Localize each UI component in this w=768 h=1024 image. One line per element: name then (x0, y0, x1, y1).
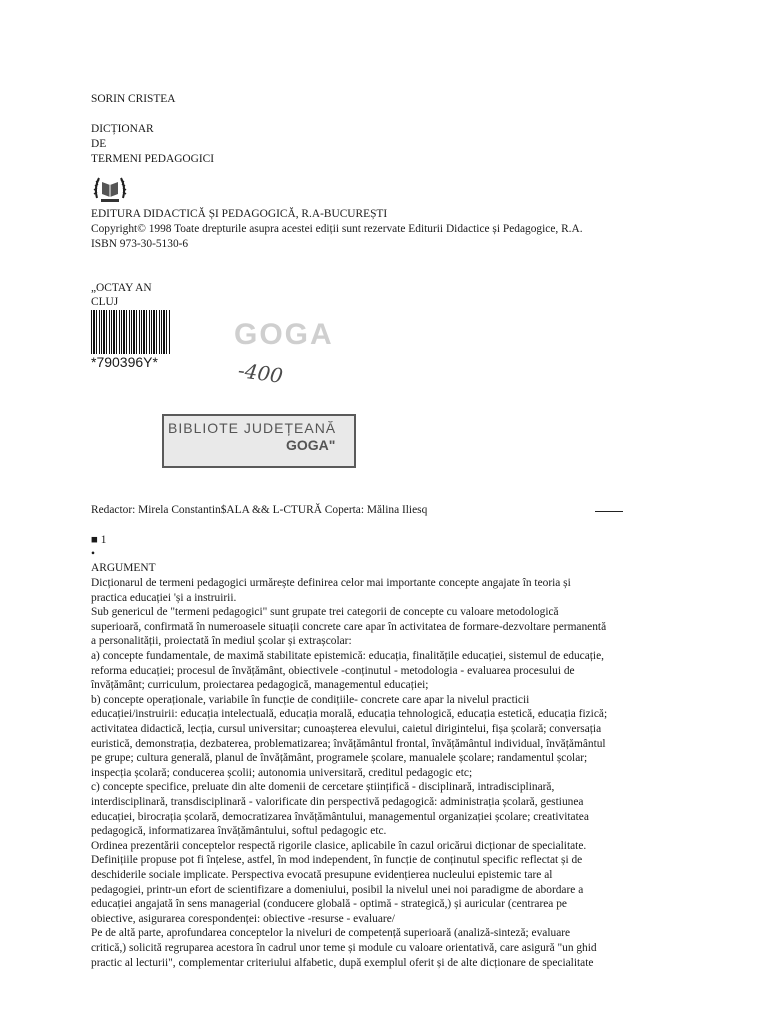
barcode-number: *790396Y* (91, 354, 158, 370)
body-line: b) concepte operaționale, variabile în funcție de condițiile- concrete care apar la nivelul practicii (91, 693, 530, 706)
isbn-line: ISBN 973-30-5130-6 (91, 238, 189, 250)
body-line: Sub genericul de "termeni pedagogici" sunt grupate trei categorii de concepte cu valoare metodologică (91, 606, 559, 619)
body-line: pe grupe; cultura generală, planul de învățământ, programele școlare, manualele școlare; randamentul școlar; (91, 752, 588, 765)
body-line: interdisciplinară, transdisciplinară - valorificate din perspectivă pedagogică: administrația școlară, gestiunea (91, 796, 584, 808)
body-line: Ordinea prezentării conceptelor respectă rigorile clasice, aplicabile în cazul oricărui dicționar de specialitate. (91, 839, 587, 852)
body-line: pedagogică, informatizarea învățământului, softul pedagogic etc. (91, 825, 387, 838)
credits-line: Redactor: Mirela Constantin$ALA && L-CTURĂ Coperta: Mălina Iliesq (91, 504, 428, 516)
title-line-1: DICȚIONAR (91, 123, 154, 135)
divider-line (595, 511, 623, 512)
body-line: critică,) solicită regruparea acestora în cadrul unor teme și module cu valoare orientativă, care asigură "un ghid (91, 942, 597, 954)
body-line: inspecția școlară; conducerea școlii; autonomia universitară, creditul pedagogic etc; (91, 766, 473, 779)
body-line: educației angajată în sens managerial (conducere globală - optimă - strategică,) și auricular (centrarea pe (91, 898, 567, 911)
body-line: a personalității, proiectată în mediul școlar și extrașcolar: (91, 635, 352, 648)
body-line: c) concepte specifice, preluate din alte domenii de cercetare științifică - disciplinară, intradisciplinară, (91, 781, 555, 794)
body-line: Definițiile propuse pot fi înțelese, astfel, în mod independent, în funcție de conținutul specific reflectat și de (91, 854, 583, 867)
body-line: Pe de altă parte, aprofundarea conceptelor la niveluri de competență superioară (analiză-sinteză; evaluare (91, 927, 571, 940)
body-line: educației, birocrația școlară, democratizarea învățământului, managementul organizației școlare; creativitatea (91, 810, 589, 823)
body-line: Dicționarul de termeni pedagogici urmărește definirea celor mai importante concepte angajate în teoria și (91, 577, 571, 589)
body-line: practic al lecturii", complementar criteriului alfabetic, după exemplul oferit și de alte dicționare de specialitate (91, 956, 594, 969)
copyright-line: Copyright© 1998 Toate drepturile asupra acestei ediții sunt rezervate Editurii Didactice și Pedagogice, R.A. (91, 223, 583, 235)
title-line-3: TERMENI PEDAGOGICI (91, 153, 215, 165)
author-name: SORIN CRISTEA (91, 93, 176, 105)
library-stamp-line-2: GOGA" (286, 437, 336, 453)
body-line: pedagogiei, printr-un efort de scientifizare a domeniului, posibil la nivelul unei noi paradigme de abordare a (91, 883, 584, 896)
page-marker: ■ 1 (91, 534, 107, 546)
library-stamp-line-1: BIBLIOTE JUDEȚEANĂ (168, 420, 337, 436)
barcode-graphic (91, 310, 171, 354)
body-line: practica educației 'și a instruirii. (91, 591, 237, 604)
section-title: ARGUMENT (91, 562, 156, 574)
body-line: educației/instruirii: educația intelectuală, educația morală, educația tehnologică, educația estetică, educația fizică; (91, 708, 608, 721)
body-line: superioară, confirmată în numeroasele situații concrete care apar în activitatea de formare-dezvoltare permanentă (91, 620, 607, 633)
body-line: deschiderile sociale implicate. Perspectiva evocată presupune evidențierea nucleului epistemic tare al (91, 869, 553, 881)
bullet-marker: • (91, 548, 95, 560)
library-line-1: „OCTAY AN (91, 282, 152, 294)
body-line: obiective, asigurarea corespondenței: obiective -resurse - evaluare/ (91, 912, 395, 925)
body-line: reforma educației; procesul de învățământ, obiectivele -conținutul - metodologia - evaluarea procesului de (91, 664, 575, 677)
title-line-2: DE (91, 138, 107, 150)
body-line: euristică, demonstrația, dezbaterea, problematizarea; învățământul frontal, învățământul individual, învățământul (91, 737, 606, 750)
body-line: activitatea didactică, lecția, cursul universitar; cunoașterea elevului, caietul dirigintelui, fișa școlară; conversația (91, 723, 602, 735)
faded-stamp-text: GOGA (234, 318, 334, 351)
publisher-logo-icon (91, 168, 129, 206)
publisher-name: EDITURA DIDACTICĂ ȘI PEDAGOGICĂ, R.A-BUCUREȘTI (91, 208, 388, 220)
body-line: a) concepte fundamentale, de maximă stabilitate epistemică: educația, finalitățile educației, sistemul de educație, (91, 650, 604, 662)
library-line-2: CLUJ (91, 296, 119, 308)
handwritten-note: -400 (236, 357, 285, 389)
body-line: învățământ; curriculum, proiectarea pedagogică, managementul educației; (91, 679, 429, 692)
